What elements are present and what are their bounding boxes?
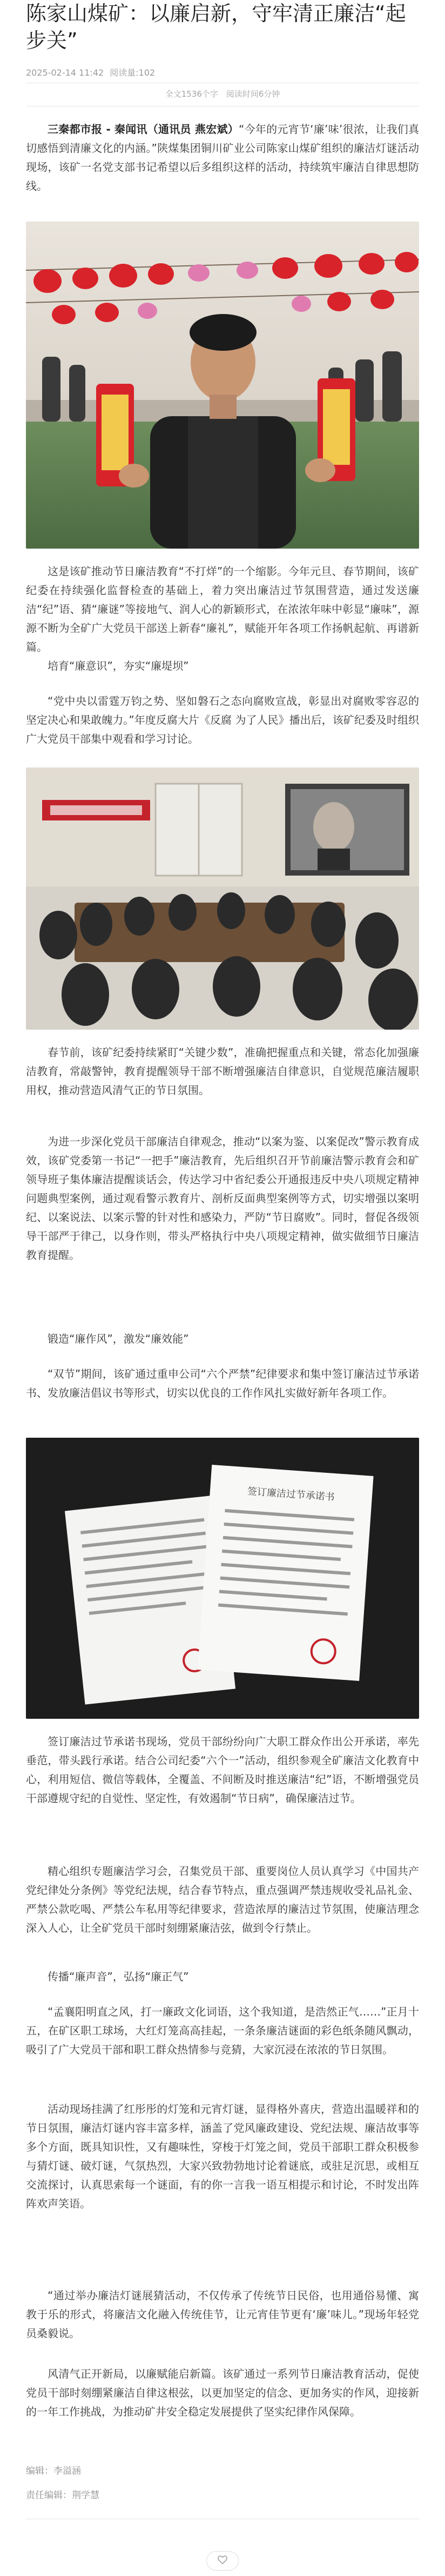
paragraph-key-minority: 春节前，该矿纪委持续紧盯“关键少数”，准确把握重点和关键，常态化加强廉洁教育，常敲警钟，教育提醒领导干部不断增强廉洁自律意识，自觉规范廉洁履职用权，推动营造风清气正的节日氛围。 (26, 1046, 419, 1097)
paragraph-closing: 风清气正开新局，以廉赋能启新篇。该矿通过一系列节日廉洁教育活动，促使党员干部时刻绷紧廉洁自律这根弦，以更加坚定的信念、更加务实的作风，迎接新的一年工作挑战，为推动矿井安全稳定发展提供了坚实纪律作风保障。 (26, 2367, 419, 2418)
read-info (26, 88, 419, 100)
paragraph-participant-quote: “通过举办廉洁灯谜展猜活动，不仅传承了传统节日民俗，也用通俗易懂、寓教于乐的形式，将廉洁文化融入传统佳节，让元宵佳节更有‘廉’味儿。”现场年轻党员桑毅说。 (26, 2289, 419, 2340)
subheading-3: 传播“廉声音”，弘扬“廉正气” (48, 1970, 189, 1983)
pledge-doc-heading: 签订廉洁过节承诺书 (247, 1485, 335, 1504)
editor-credit: 编辑：李溢涵 (26, 2466, 81, 2477)
paragraph-warning-education: 为进一步深化党员干部廉洁自律观念，推动“以案为鉴、以案促改”警示教育成效，该矿党委第一书记“一把手”廉洁教育，先后组织召开节前廉洁警示教育会和矿领导班子集体廉洁提醒谈话会，传达学习中省纪委公开通报违反中央八项规定精神问题典型案例，通过观看警示教育片、剖析反面典型案例等方式，切实增强以案明纪、以案说法、以案示警的针对性和感染力，严防“节日腐败”。同时，督促各级领导干部严于律己，以身作则，带头严格执行中央八项规定精神，做实做细节日廉洁教育提醒。 (26, 1135, 419, 1262)
heart-icon (218, 2555, 227, 2566)
word-count: 全文1536个字 (165, 89, 218, 99)
paragraph-festival-scene: 活动现场挂满了红彤彤的灯笼和元宵灯谜，显得格外喜庆，营造出温暖祥和的节日氛围，廉洁灯谜内容丰富多样，涵盖了党风廉政建设、党纪法规、廉洁故事等多个方面，既具知识性，又有趣味性，穿梭于灯笼之间，党员干部职工群众积极参与猜灯谜、破灯谜，气氛热烈，大家兴致勃勃地讨论着谜底，或驻足沉思，或相互交流探讨，认真思索每一个谜面，有的你一言我一语互相提示和讨论，不时发出阵阵欢声笑语。 (26, 2103, 419, 2210)
intro-paragraph (26, 120, 419, 196)
photo-lantern-riddles (26, 222, 419, 549)
photo-pledge-documents (26, 1438, 419, 1719)
intro-text: “今年的元宵节‘廉’味’很浓，让我们真切感悟到清廉文化的内涵。”陕煤集团铜川矿业公司陈家山煤矿组织的廉洁灯谜活动现场，该矿一名党支部书记希望以后多组织这样的活动，持续筑牢廉洁自律思想防线。 (26, 123, 419, 192)
article-title: 陈家山煤矿：以廉启新，守牢清正廉洁“起步关” (26, 2, 406, 52)
subheading-2: 锻造“廉作风”，激发“廉效能” (48, 1332, 189, 1345)
paragraph-double-festival: “双节”期间，该矿通过重申公司“六个严禁”纪律要求和集中签订廉洁过节承诺书、发放廉洁倡议书等形式，切实以优良的工作作风扎实做好新年各项工作。 (26, 1367, 419, 1399)
view-count: 阅读量:102 (110, 68, 156, 78)
paragraph-lantern-riddle: “孟襄阳明直之风，打一廉政文化词语，这个我知道，是浩然正气……”正月十五，在矿区职工球场，大红灯笼高高挂起，一条条廉洁谜面的彩色纸条随风飘动，吸引了广大党员干部和职工群众热情参与竞猜，大家沉浸在浓浓的节日氛围。 (26, 2005, 419, 2056)
like-button[interactable] (206, 2551, 239, 2571)
subheading-1: 培育“廉意识”，夯实“廉堤坝” (48, 659, 189, 672)
paragraph-overview: 这是该矿推动节日廉洁教育“不打烊”的一个缩影。今年元旦、春节期间，该矿纪委在持续强化监督检查的基础上，着力突出廉洁过节氛围营造，通过发送廉洁“纪”语、猜“廉谜”等接地气、润人心的新颖形式，在浓浓年味中彰显“廉味”，源源不断为全矿广大党员干部送上新春“廉礼”，赋能开年各项工作扬帆起航、再谱新篇。 (26, 565, 419, 653)
lead-source: 三秦都市报 - 秦闻讯（通讯员 燕宏斌） (48, 123, 239, 136)
article-meta (26, 67, 155, 79)
paragraph-study-session: 精心组织专题廉洁学习会，召集党员干部、重要岗位人员认真学习《中国共产党纪律处分条例》等党纪法规，结合春节特点，重点强调严禁违规收受礼品礼金、严禁公款吃喝、严禁公车私用等纪律要求，营造浓厚的廉洁过节氛围，使廉洁理念深入人心，让全矿党员干部时刻绷紧廉洁弦，做到令行禁止。 (26, 1865, 419, 1934)
chief-editor-credit: 责任编辑：荆学慧 (26, 2490, 99, 2501)
read-time: 阅读时间6分钟 (226, 89, 280, 99)
paragraph-documentary: “党中央以雷霆万钧之势、坚如磐石之态向腐败宣战，彰显出对腐败零容忍的坚定决心和果敢魄力。”年度反腐大片《反腐 为了人民》播出后，该矿纪委及时组织广大党员干部集中观看和学习讨论。 (26, 695, 419, 745)
publish-date: 2025-02-14 11:42 (26, 68, 104, 78)
photo-meeting-room (26, 768, 419, 1030)
paragraph-public-pledge: 签订廉洁过节承诺书现场，党员干部纷纷向广大职工群众作出公开承诺，率先垂范，带头践行承诺。结合公司纪委“六个一”活动，组织参观全矿廉洁文化教育中心，利用短信、微信等载体，全覆盖、不间断及时推送廉洁“纪”语，不断增强党员干部遵规守纪的自觉性、坚定性，有效遏制“节日病”，确保廉洁过节。 (26, 1735, 419, 1805)
